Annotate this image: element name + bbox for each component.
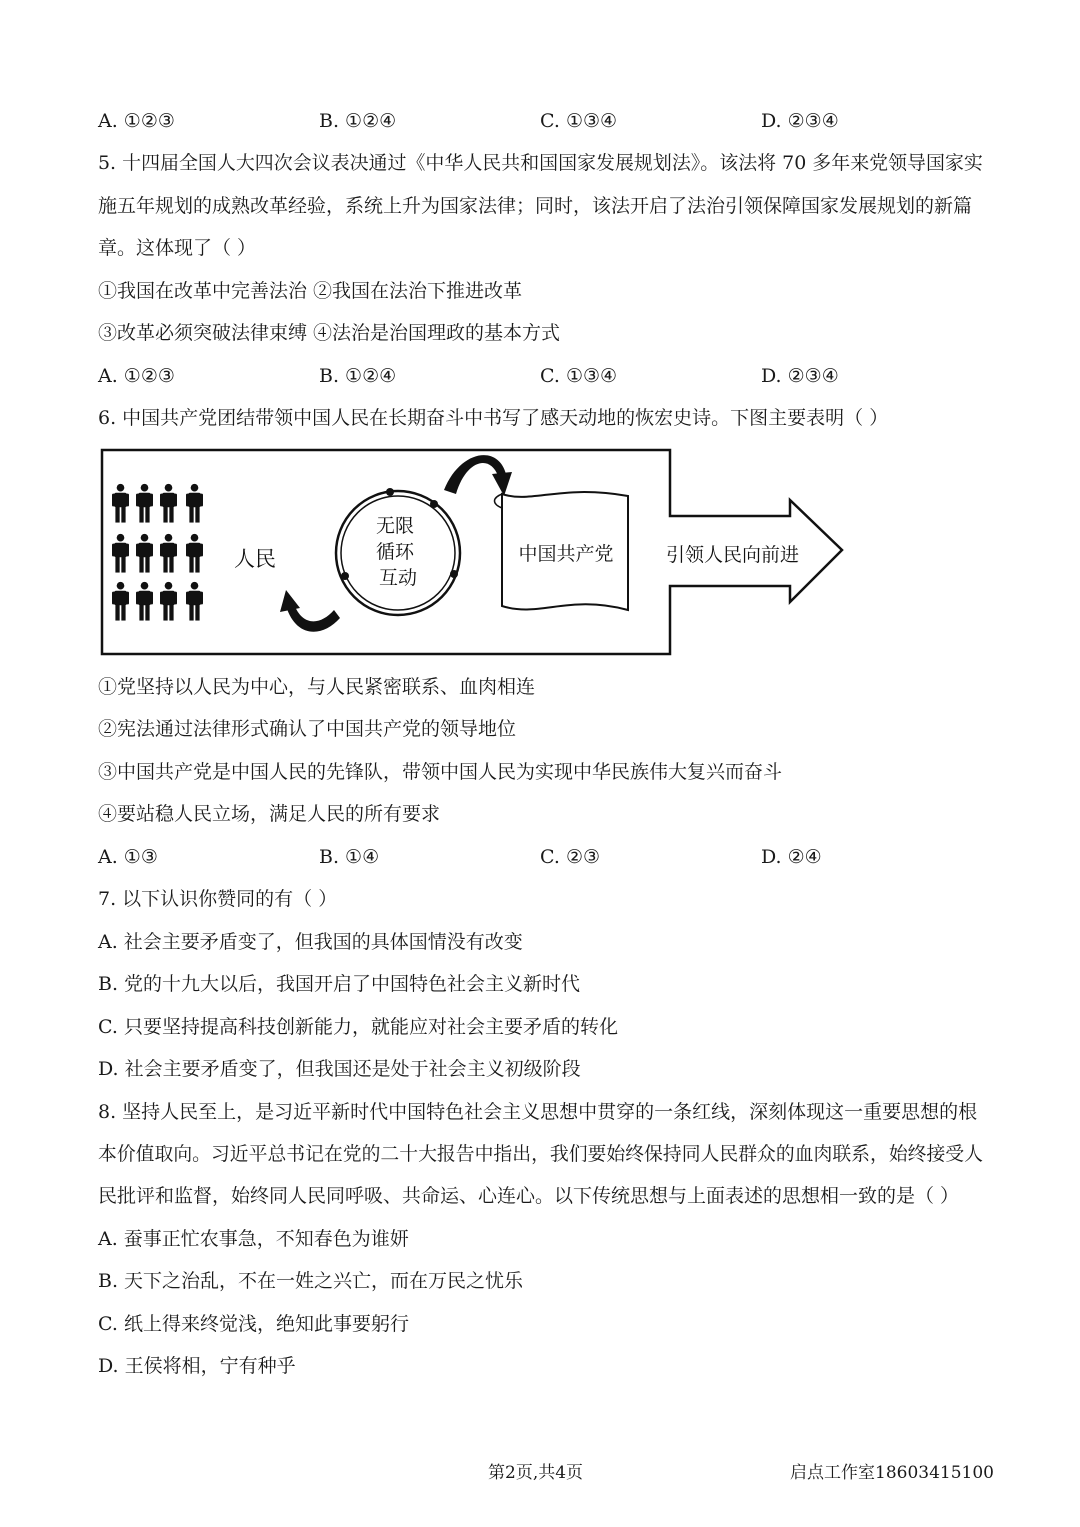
- party-label: 中国共产党: [518, 543, 614, 565]
- q7-option-a: A. 社会主要矛盾变了，但我国的具体国情没有改变: [98, 931, 523, 953]
- q8-stem-line-2: 本价值取向。习近平总书记在党的二十大报告中指出，我们要始终保持同人民群众的血肉联系，始终接受人: [98, 1143, 983, 1165]
- q8-option-c: C. 纸上得来终觉浅，绝知此事要躬行: [98, 1313, 409, 1335]
- people-label: 人民: [234, 547, 276, 571]
- arrow-label: 引领人民向前进: [666, 544, 800, 566]
- cycle-text: [376, 515, 420, 589]
- q6-stem: 6. 中国共产党团结带领中国人民在长期奋斗中书写了感天动地的恢宏史诗。下图主要表明（ ）: [98, 407, 889, 429]
- q6-statement-4: ④要站稳人民立场，满足人民的所有要求: [98, 803, 441, 825]
- q4-options-row: [98, 112, 998, 136]
- q6-options-row: [98, 848, 998, 872]
- q5-option-d: D. ②③④: [761, 365, 839, 387]
- cycle-node-dot: [430, 500, 438, 508]
- q5-statement-2: ③改革必须突破法律束缚 ④法治是治国理政的基本方式: [98, 322, 561, 344]
- cycle-node-dot: [386, 488, 394, 496]
- q6-option-d: D. ②④: [761, 846, 822, 868]
- q5-statement-1: ①我国在改革中完善法治 ②我国在法治下推进改革: [98, 280, 523, 302]
- cycle-line-1: 无限: [375, 515, 414, 537]
- q6-option-c: C. ②③: [540, 846, 601, 868]
- q4-option-d: D. ②③④: [761, 110, 839, 132]
- q8-stem-line-3: 民批评和监督，始终同人民同呼吸、共命运、心连心。以下传统思想与上面表述的思想相一致的是（ ）: [98, 1185, 960, 1207]
- q5-option-c: C. ①③④: [540, 365, 618, 387]
- cycle-line-2: 循环: [375, 541, 414, 563]
- q7-stem: 7. 以下认识你赞同的有（ ）: [98, 888, 338, 910]
- q5-options-row: [98, 367, 998, 391]
- q6-statement-2: ②宪法通过法律形式确认了中国共产党的领导地位: [98, 718, 517, 740]
- q8-option-a: A. 蚕事正忙农事急，不知春色为谁妍: [98, 1228, 409, 1250]
- q6-statement-3: ③中国共产党是中国人民的先锋队，带领中国人民为实现中华民族伟大复兴而奋斗: [98, 761, 783, 783]
- q6-statement-1: ①党坚持以人民为中心，与人民紧密联系、血肉相连: [98, 676, 536, 698]
- q7-option-d: D. 社会主要矛盾变了，但我国还是处于社会主义初级阶段: [98, 1058, 581, 1080]
- q4-option-c: C. ①③④: [540, 110, 618, 132]
- cycle-node-dot: [450, 570, 458, 578]
- q8-option-b: B. 天下之治乱，不在一姓之兴亡，而在万民之忧乐: [98, 1270, 524, 1292]
- q6-option-b: B. ①④: [319, 846, 380, 868]
- studio-contact: 启点工作室18603415100: [790, 1463, 994, 1483]
- q8-option-d: D. 王侯将相，宁有种乎: [98, 1355, 296, 1377]
- q5-option-a: A. ①②③: [98, 365, 175, 387]
- q7-option-b: B. 党的十九大以后，我国开启了中国特色社会主义新时代: [98, 973, 581, 995]
- cycle-node-dot: [341, 572, 349, 580]
- q5-stem-line-2: 施五年规划的成熟改革经验，系统上升为国家法律；同时，该法开启了法治引领保障国家发展规划的新篇: [98, 195, 973, 217]
- q4-option-a: A. ①②③: [98, 110, 175, 132]
- q8-stem-line-1: 8. 坚持人民至上，是习近平新时代中国特色社会主义思想中贯穿的一条红线，深刻体现这一重要思想的根: [98, 1101, 978, 1123]
- q5-stem-line-1: 5. 十四届全国人大四次会议表决通过《中华人民共和国国家发展规划法》。该法将 70 多年来党领导国家实: [98, 152, 983, 174]
- cycle-line-3: 互动: [378, 567, 418, 589]
- q6-diagram: [100, 446, 848, 660]
- q4-option-b: B. ①②④: [319, 110, 397, 132]
- q5-option-b: B. ①②④: [319, 365, 397, 387]
- q7-option-c: C. 只要坚持提高科技创新能力，就能应对社会主要矛盾的转化: [98, 1016, 618, 1038]
- q5-stem-line-3: 章。这体现了（ ）: [98, 237, 257, 259]
- q6-option-a: A. ①③: [98, 846, 158, 868]
- page-number: 第2页,共4页: [488, 1463, 584, 1483]
